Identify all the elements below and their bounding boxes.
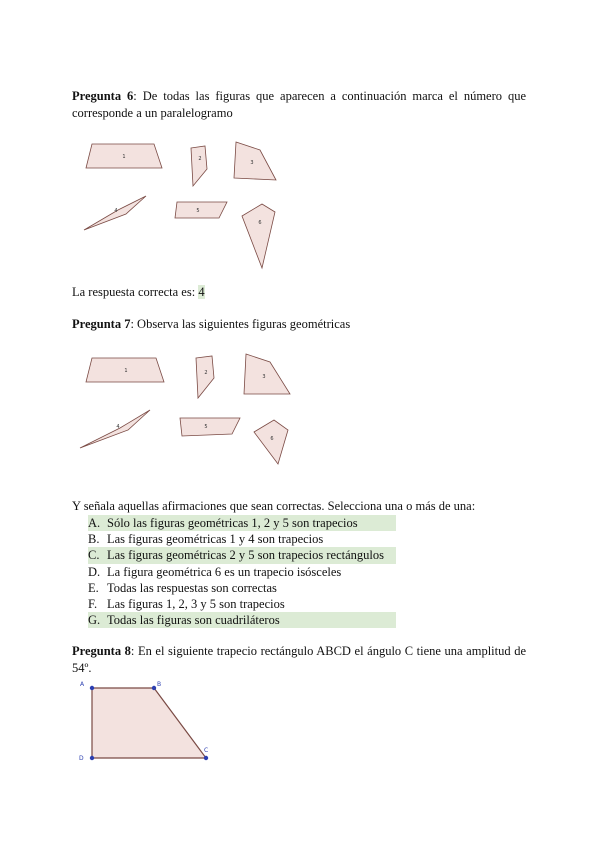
shape-6 [254, 420, 288, 464]
shape-4 [80, 410, 150, 448]
shape-2 [191, 146, 207, 186]
question-6-text: Pregunta 6: De todas las figuras que aparecen a continuación marca el número que corresponde a un paralelogramo [72, 89, 527, 120]
vertex-b [152, 686, 156, 690]
option-e[interactable]: E. Todas las respuestas son correctas [88, 580, 277, 595]
figure-shapes-q7 [76, 348, 301, 466]
vertex-c [204, 756, 208, 760]
shape-label-6: 6 [258, 220, 262, 226]
shape-6 [242, 204, 275, 268]
shape-3 [244, 354, 290, 394]
shape-label-4: 4 [114, 208, 118, 214]
shape-label-3: 3 [262, 374, 266, 380]
shape-label-5: 5 [196, 208, 200, 214]
question-8-label: Pregunta 8 [72, 644, 131, 658]
shape-label-2: 2 [204, 370, 208, 376]
option-d[interactable]: D. La figura geométrica 6 es un trapecio isósceles [88, 564, 342, 579]
option-c[interactable]: C. Las figuras geométricas 2 y 5 son trapecios rectángulos [88, 547, 396, 563]
option-g[interactable]: G. Todas las figuras son cuadriláteros [88, 612, 396, 628]
question-8-text: Pregunta 8: En el siguiente trapecio rectángulo ABCD el ángulo C tiene una amplitud de 54º. [72, 644, 526, 675]
answer-value: 4 [198, 285, 205, 299]
shape-label-6: 6 [270, 436, 274, 442]
question-7-instruction: Y señala aquellas afirmaciones que sean correctas. Selecciona una o más de una: [72, 499, 476, 513]
option-a[interactable]: A. Sólo las figuras geométricas 1, 2 y 5 son trapecios [88, 515, 396, 531]
vertex-label-b: B [157, 681, 162, 688]
vertex-label-c: C [204, 747, 209, 754]
question-7-label: Pregunta 7 [72, 317, 131, 331]
shape-label-1: 1 [124, 368, 128, 374]
shape-2 [196, 356, 214, 398]
shape-5 [180, 418, 240, 436]
question-6-answer: La respuesta correcta es: 4 [72, 285, 205, 299]
vertex-a [90, 686, 94, 690]
question-6-label: Pregunta 6 [72, 89, 134, 103]
vertex-label-d: D [79, 755, 84, 762]
shape-3 [234, 142, 276, 180]
option-f[interactable]: F. Las figuras 1, 2, 3 y 5 son trapecios [88, 597, 285, 612]
answer-options [88, 515, 396, 628]
question-7-text: Pregunta 7: Observa las siguientes figuras geométricas [72, 317, 351, 331]
vertex-d [90, 756, 94, 760]
shape-label-3: 3 [250, 160, 254, 166]
figure-shapes-q6 [78, 138, 288, 273]
shape-label-4: 4 [116, 424, 120, 430]
shape-label-5: 5 [204, 424, 208, 430]
shape-label-2: 2 [198, 156, 202, 162]
trapezoid-abcd-figure [74, 676, 224, 768]
option-b[interactable]: B. Las figuras geométricas 1 y 4 son trapecios [88, 532, 324, 547]
shape-label-1: 1 [122, 154, 126, 160]
vertex-label-a: A [80, 681, 85, 688]
shape-5 [175, 202, 227, 218]
